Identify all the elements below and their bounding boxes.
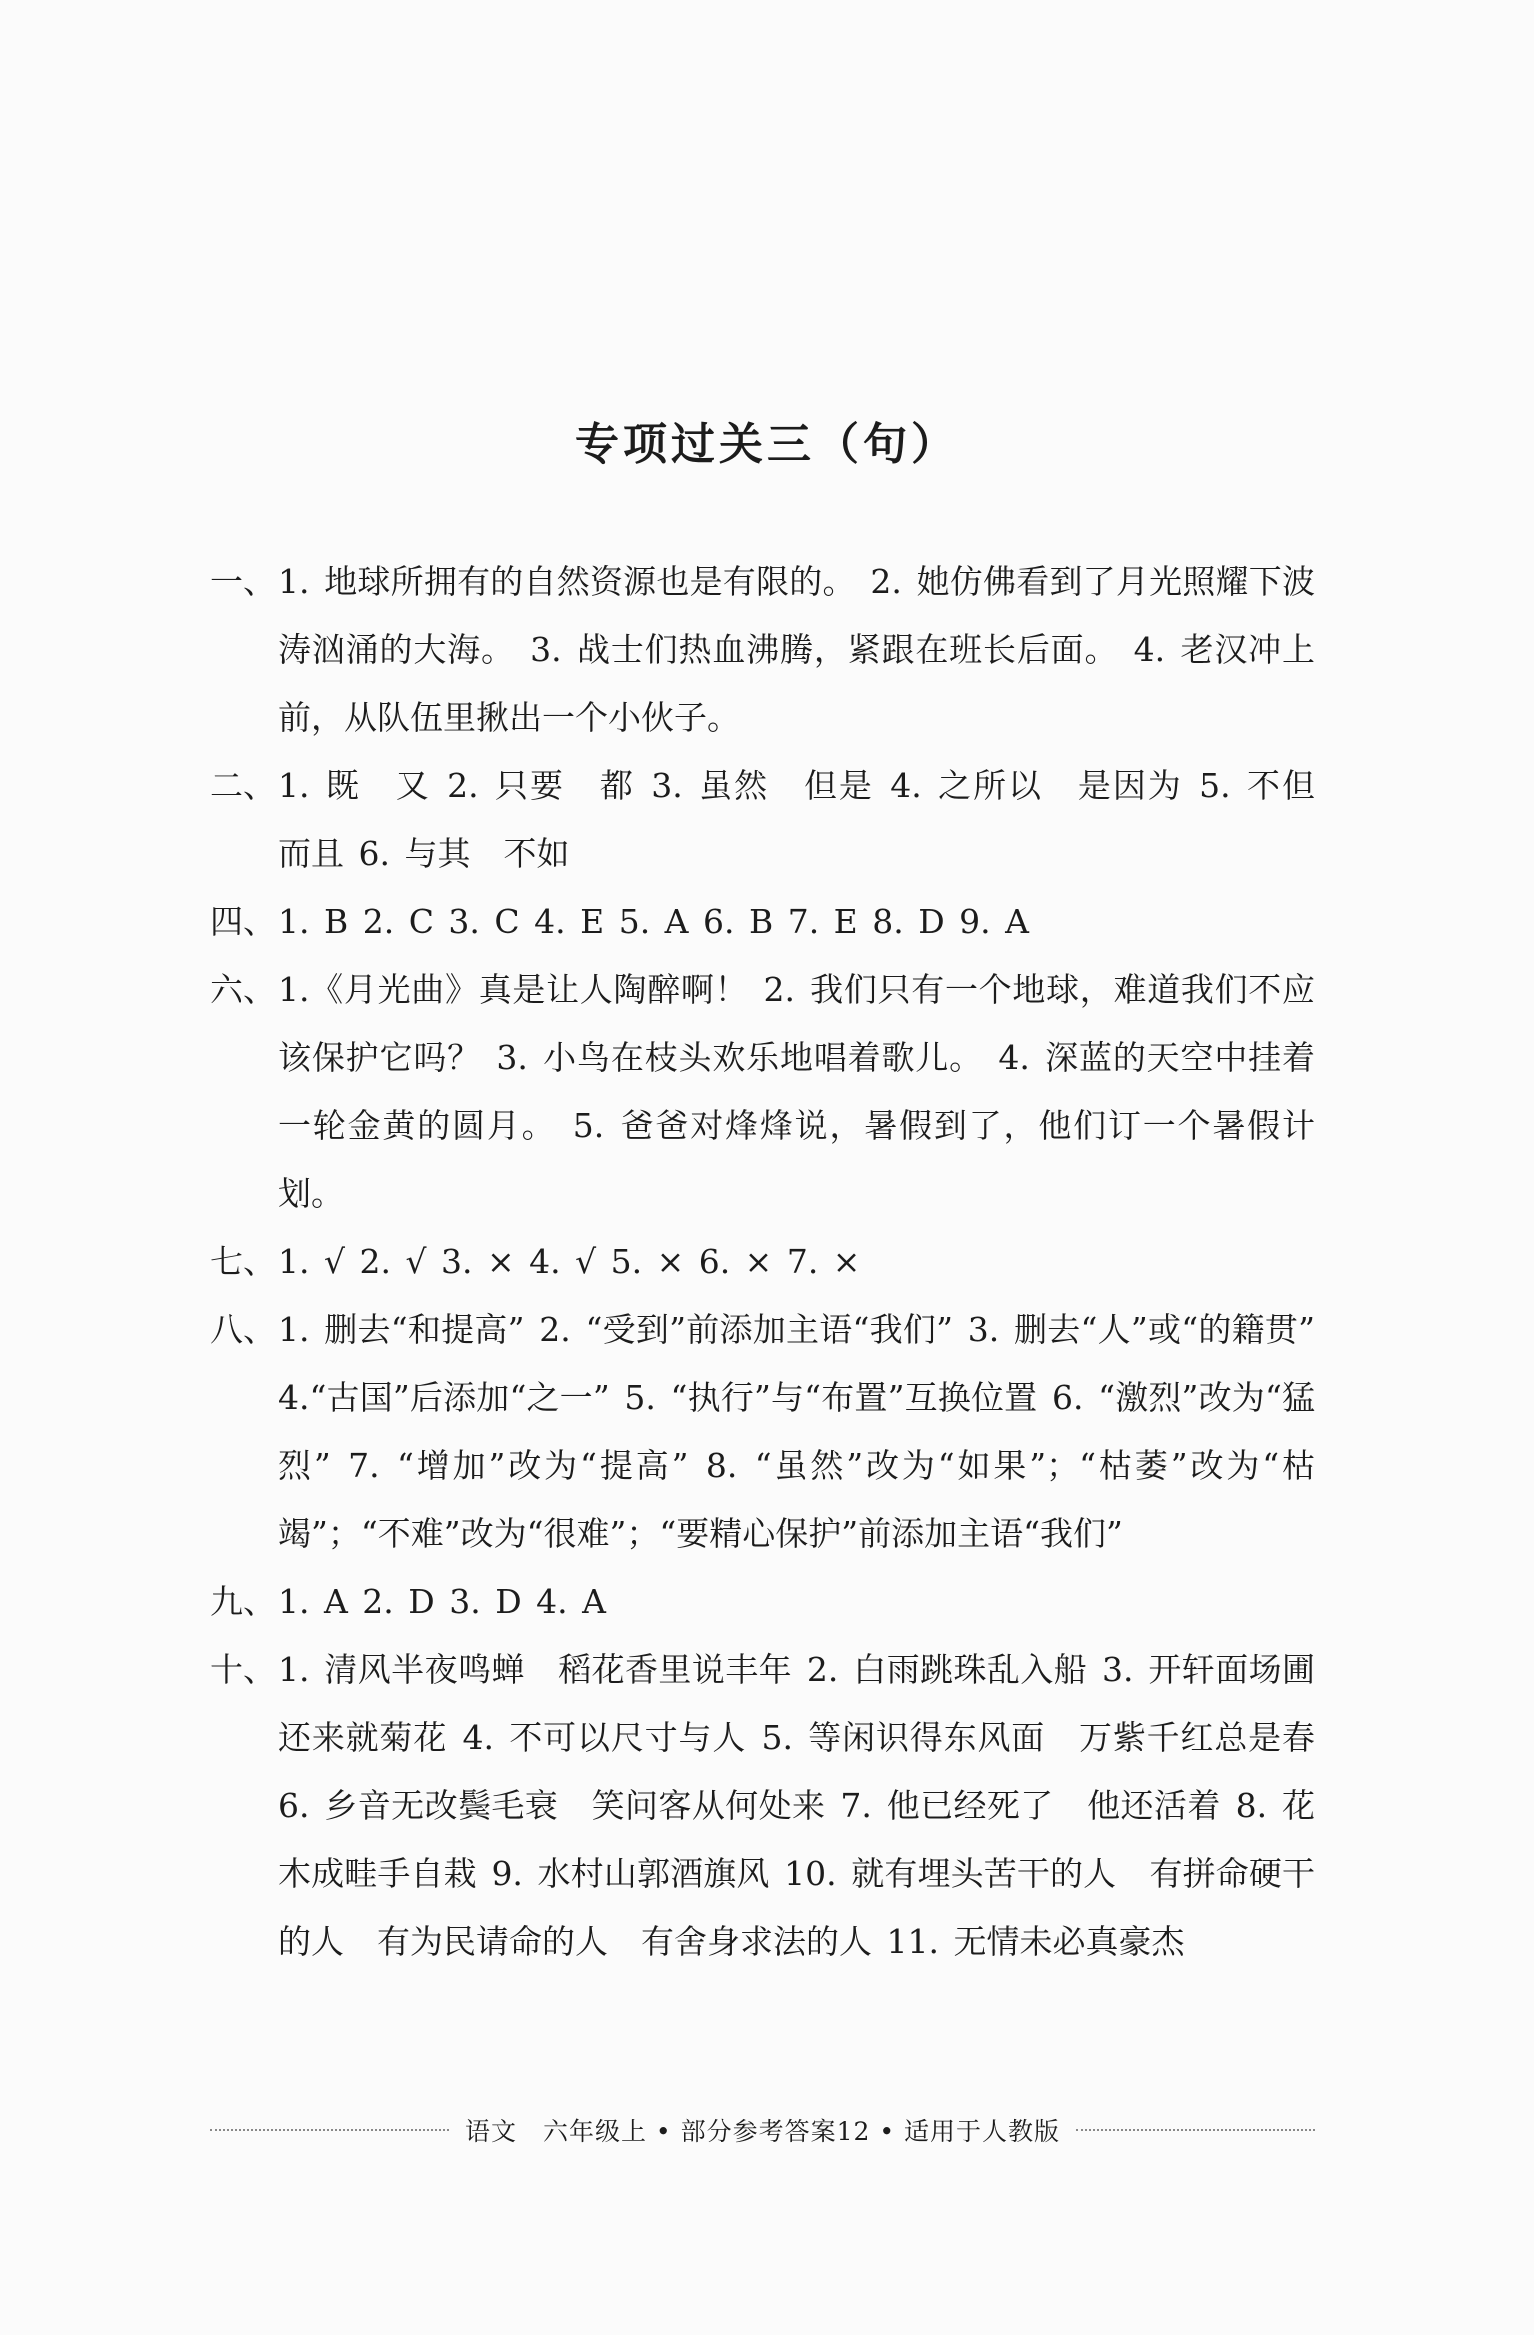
section-answers: 1. 既 又 2. 只要 都 3. 虽然 但是 4. 之所以 是因为 5. 不但 而且 6. 与其 不如: [278, 766, 1348, 873]
section-label: 二、: [210, 766, 276, 805]
section-answers: 1. 删去“和提高” 2. “受到”前添加主语“我们” 3. 删去“人”或“的籍贯” 4.“古国”后添加“之一” 5. “执行”与“布置”互换位置 6. “激烈”改为“猛烈” 7. “增加”改为“提高” 8. “虽然”改为“如果”；“枯萎”改为“枯竭”；“不难”改为“很难”；“要精心保护”前添加主语“我们”: [278, 1310, 1315, 1553]
section-label: 六、: [210, 970, 276, 1009]
section-label: 四、: [210, 902, 276, 941]
section-6: [210, 956, 1315, 1228]
answer-sections: [210, 548, 1348, 1976]
footer-dotted-rule-right: [1076, 2129, 1315, 2131]
footer-dotted-rule-left: [210, 2129, 449, 2131]
section-1: [210, 548, 1315, 752]
section-answers: 1. √ 2. √ 3. × 4. √ 5. × 6. × 7. ×: [278, 1242, 861, 1281]
section-label: 一、: [210, 562, 276, 601]
section-label: 九、: [210, 1582, 276, 1621]
footer-text: 语文 六年级上 • 部分参考答案12 • 适用于人教版: [464, 2117, 1061, 2146]
section-answers: 1. B 2. C 3. C 4. E 5. A 6. B 7. E 8. D 9. A: [278, 902, 1029, 941]
section-8: [210, 1296, 1315, 1568]
page-title: 专项过关三（句）: [575, 419, 959, 470]
section-label: 七、: [210, 1242, 276, 1281]
section-4: [210, 888, 1315, 956]
page-footer: [210, 2112, 1315, 2148]
section-answers: 1. A 2. D 3. D 4. A: [278, 1582, 606, 1621]
section-9: [210, 1568, 1315, 1636]
section-answers: 1. 地球所拥有的自然资源也是有限的。 2. 她仿佛看到了月光照耀下波涛汹涌的大海。 3. 战士们热血沸腾，紧跟在班长后面。 4. 老汉冲上前，从队伍里揪出一个小伙子。: [278, 562, 1315, 737]
section-2: [210, 752, 1348, 888]
section-label: 八、: [210, 1310, 276, 1349]
section-10: [210, 1636, 1348, 1976]
section-label: 十、: [210, 1650, 276, 1689]
section-answers: 1. 清风半夜鸣蝉 稻花香里说丰年 2. 白雨跳珠乱入船 3. 开轩面场圃 还来就菊花 4. 不可以尺寸与人 5. 等闲识得东风面 万紫千红总是春 6. 乡音无改鬓毛衰 笑问客从何处来 7. 他已经死了 他还活着 8. 花木成畦手自栽 9. 水村山郭酒旗风 10. 就有埋头苦干的人 有拼命硬干的人 有为民请命的人 有舍身求法的人 11. 无情未必真豪杰: [278, 1650, 1348, 1961]
section-7: [210, 1228, 1315, 1296]
section-answers: 1.《月光曲》真是让人陶醉啊！ 2. 我们只有一个地球，难道我们不应该保护它吗？ 3. 小鸟在枝头欢乐地唱着歌儿。 4. 深蓝的天空中挂着一轮金黄的圆月。 5. 爸爸对烽烽说，暑假到了，他们订一个暑假计划。: [278, 970, 1315, 1213]
